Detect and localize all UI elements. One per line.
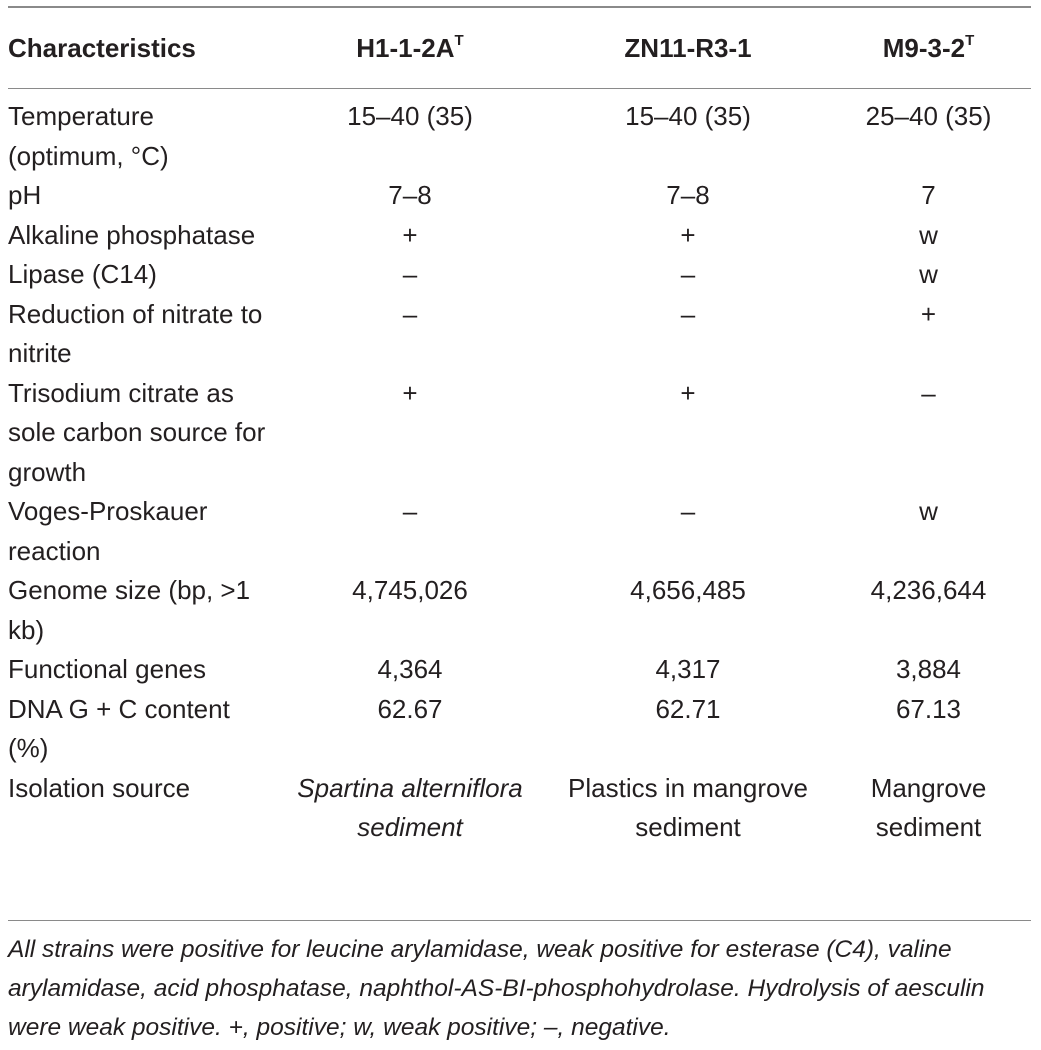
row-label-gc-content: DNA G + C content (%) <box>8 693 230 763</box>
cell-m9-3-2: 67.13 <box>895 693 962 724</box>
cell-zn11-r3-1: 7–8 <box>666 180 710 210</box>
cell-h1-1-2a: – <box>402 298 418 329</box>
characteristics-table <box>8 11 1031 848</box>
table-header-row <box>8 11 1031 86</box>
cell-h1-1-2a: 62.67 <box>377 693 443 724</box>
cell-m9-3-2: 7 <box>921 180 936 210</box>
row-label-trisodium-citrate: Trisodium citrate as sole carbon source for growth <box>8 377 266 487</box>
cell-h1-1-2a: + <box>402 377 418 408</box>
table-bottom-rule <box>8 920 1031 921</box>
row-label-nitrate-reduction: Reduction of nitrate to nitrite <box>8 298 263 368</box>
cell-m9-3-2: – <box>921 377 936 408</box>
table-footnote: All strains were positive for leucine arylamidase, weak positive for esterase (C4), valine arylamidase, acid phosphatase, naphthol-AS-BI-phosphohydrolase. Hydrolysis of aesculin were weak positive. +, positive; w, weak positive; –, negative. <box>8 936 985 1041</box>
row-label-alkaline-phosphatase: Alkaline phosphatase <box>8 219 256 250</box>
row-label-functional-genes: Functional genes <box>8 654 207 684</box>
cell-m9-3-2: Mangrove sediment <box>870 772 987 842</box>
cell-m9-3-2: w <box>919 219 938 250</box>
cell-zn11-r3-1: Plastics in mangrove sediment <box>568 772 808 842</box>
cell-m9-3-2: w <box>919 496 938 526</box>
cell-zn11-r3-1: – <box>680 496 696 526</box>
table-row <box>8 492 1031 571</box>
table-row <box>8 216 1031 256</box>
row-label-isolation-source: Isolation source <box>8 772 191 803</box>
cell-h1-1-2a: + <box>402 219 418 250</box>
column-header-m9-3-2: $M9-3-2^T$ <box>882 32 975 63</box>
cell-m9-3-2: 25–40 (35) <box>865 101 992 131</box>
cell-h1-1-2a: 15–40 (35) <box>347 101 473 131</box>
cell-m9-3-2: 3,884 <box>895 654 962 684</box>
row-label-temperature: Temperature (optimum, °C) <box>8 101 169 171</box>
cell-zn11-r3-1: – <box>680 298 696 329</box>
cell-h1-1-2a: 4,745,026 <box>352 575 468 605</box>
row-label-lipase: Lipase (C14) <box>8 259 157 289</box>
table-row <box>8 97 1031 176</box>
column-header-h1-1-2a: $H1-1-2A^T$ <box>356 32 464 63</box>
cell-zn11-r3-1: 62.71 <box>655 693 721 724</box>
cell-zn11-r3-1: + <box>680 219 696 250</box>
table-top-rule <box>8 6 1031 8</box>
row-label-genome-size: Genome size (bp, >1 kb) <box>8 575 251 645</box>
cell-h1-1-2a: 4,364 <box>377 654 443 684</box>
cell-zn11-r3-1: 4,656,485 <box>630 575 746 605</box>
cell-m9-3-2: w <box>919 259 938 289</box>
cell-zn11-r3-1: 15–40 (35) <box>625 101 751 131</box>
column-header-characteristics: Characteristics <box>8 33 196 63</box>
cell-m9-3-2: + <box>920 298 937 329</box>
row-label-voges-proskauer: Voges-Proskauer reaction <box>8 496 208 566</box>
table-row <box>8 374 1031 493</box>
cell-h1-1-2a: – <box>402 496 418 526</box>
cell-zn11-r3-1: – <box>680 259 696 289</box>
table-row <box>8 176 1031 216</box>
cell-zn11-r3-1: + <box>680 377 696 408</box>
table-row <box>8 769 1031 848</box>
row-label-ph: pH <box>8 180 42 210</box>
cell-zn11-r3-1: 4,317 <box>655 654 721 684</box>
table-row <box>8 571 1031 650</box>
type-strain-superscript: T <box>965 32 975 49</box>
column-header-zn11-r3-1: ZN11-R3-1 <box>624 33 752 63</box>
cell-m9-3-2: 4,236,644 <box>870 575 987 605</box>
type-strain-superscript: T <box>454 32 464 49</box>
cell-h1-1-2a: – <box>402 259 418 289</box>
table-row <box>8 295 1031 374</box>
table-row <box>8 255 1031 295</box>
table-row <box>8 650 1031 690</box>
cell-h1-1-2a: Spartina alterniflora sediment <box>297 772 523 842</box>
table-row <box>8 690 1031 769</box>
cell-h1-1-2a: 7–8 <box>388 180 432 210</box>
